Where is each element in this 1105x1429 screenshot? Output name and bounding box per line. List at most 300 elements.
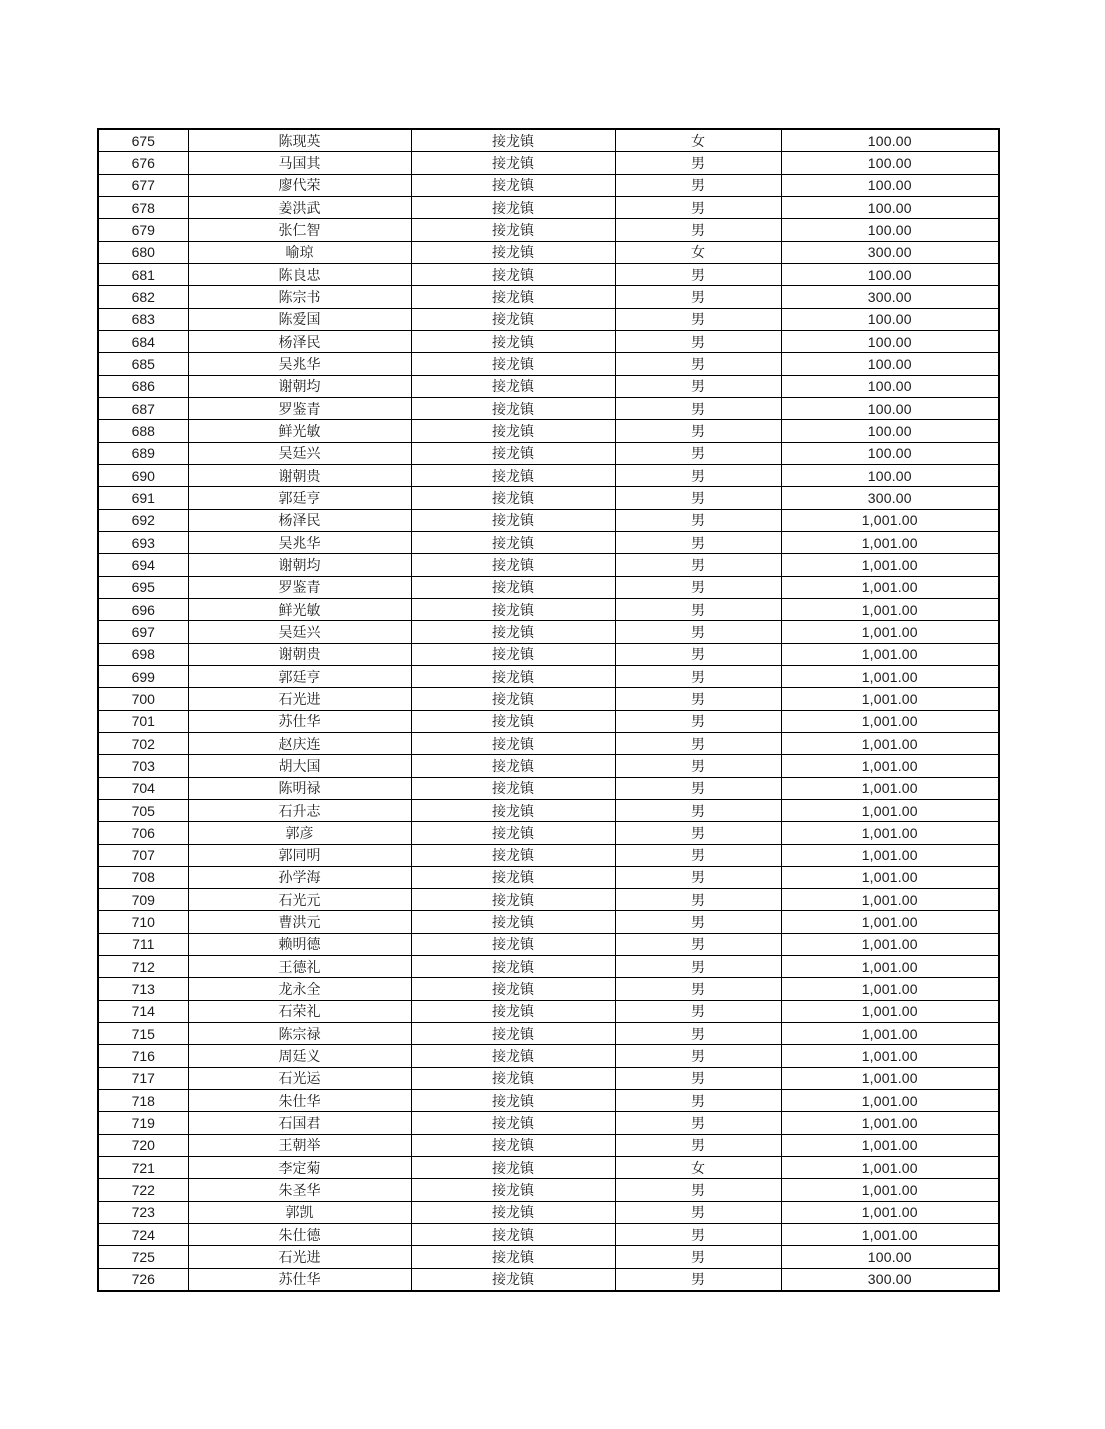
cell-town: 接龙镇 bbox=[411, 129, 615, 152]
cell-town: 接龙镇 bbox=[411, 442, 615, 464]
cell-gender: 男 bbox=[615, 554, 781, 576]
cell-town: 接龙镇 bbox=[411, 956, 615, 978]
table-row bbox=[98, 665, 999, 687]
table-row bbox=[98, 1268, 999, 1291]
table-row bbox=[98, 263, 999, 285]
cell-number: 681 bbox=[98, 263, 188, 285]
cell-amount: 1,001.00 bbox=[781, 1045, 999, 1067]
cell-name: 王德礼 bbox=[188, 956, 411, 978]
cell-name: 王朝举 bbox=[188, 1134, 411, 1156]
cell-amount: 1,001.00 bbox=[781, 866, 999, 888]
table-row bbox=[98, 330, 999, 352]
cell-name: 郭彦 bbox=[188, 822, 411, 844]
cell-amount: 1,001.00 bbox=[781, 822, 999, 844]
cell-number: 698 bbox=[98, 643, 188, 665]
cell-gender: 男 bbox=[615, 822, 781, 844]
cell-number: 697 bbox=[98, 621, 188, 643]
cell-town: 接龙镇 bbox=[411, 1000, 615, 1022]
table-row bbox=[98, 1045, 999, 1067]
cell-gender: 男 bbox=[615, 1179, 781, 1201]
cell-number: 721 bbox=[98, 1157, 188, 1179]
cell-name: 孙学海 bbox=[188, 866, 411, 888]
cell-number: 716 bbox=[98, 1045, 188, 1067]
cell-gender: 男 bbox=[615, 755, 781, 777]
cell-town: 接龙镇 bbox=[411, 755, 615, 777]
cell-gender: 男 bbox=[615, 442, 781, 464]
cell-name: 谢朝贵 bbox=[188, 464, 411, 486]
cell-town: 接龙镇 bbox=[411, 308, 615, 330]
cell-name: 朱仕华 bbox=[188, 1090, 411, 1112]
cell-gender: 男 bbox=[615, 643, 781, 665]
cell-name: 石光进 bbox=[188, 1246, 411, 1268]
cell-gender: 男 bbox=[615, 464, 781, 486]
cell-gender: 男 bbox=[615, 710, 781, 732]
table-row bbox=[98, 866, 999, 888]
cell-name: 苏仕华 bbox=[188, 710, 411, 732]
data-table bbox=[97, 128, 1000, 1292]
cell-town: 接龙镇 bbox=[411, 464, 615, 486]
cell-name: 陈宗书 bbox=[188, 286, 411, 308]
cell-amount: 1,001.00 bbox=[781, 933, 999, 955]
cell-gender: 男 bbox=[615, 286, 781, 308]
cell-name: 石荣礼 bbox=[188, 1000, 411, 1022]
cell-number: 688 bbox=[98, 420, 188, 442]
cell-amount: 100.00 bbox=[781, 442, 999, 464]
cell-amount: 1,001.00 bbox=[781, 1067, 999, 1089]
cell-amount: 100.00 bbox=[781, 330, 999, 352]
cell-town: 接龙镇 bbox=[411, 1023, 615, 1045]
cell-town: 接龙镇 bbox=[411, 174, 615, 196]
cell-name: 赵庆连 bbox=[188, 732, 411, 754]
cell-gender: 男 bbox=[615, 509, 781, 531]
cell-gender: 男 bbox=[615, 688, 781, 710]
cell-amount: 100.00 bbox=[781, 196, 999, 218]
cell-gender: 男 bbox=[615, 1268, 781, 1291]
cell-name: 苏仕华 bbox=[188, 1268, 411, 1291]
cell-amount: 100.00 bbox=[781, 263, 999, 285]
table-row bbox=[98, 1179, 999, 1201]
cell-number: 722 bbox=[98, 1179, 188, 1201]
cell-amount: 300.00 bbox=[781, 487, 999, 509]
cell-amount: 100.00 bbox=[781, 420, 999, 442]
cell-amount: 1,001.00 bbox=[781, 732, 999, 754]
cell-town: 接龙镇 bbox=[411, 152, 615, 174]
cell-number: 710 bbox=[98, 911, 188, 933]
cell-town: 接龙镇 bbox=[411, 799, 615, 821]
cell-town: 接龙镇 bbox=[411, 487, 615, 509]
cell-gender: 男 bbox=[615, 911, 781, 933]
cell-amount: 1,001.00 bbox=[781, 531, 999, 553]
table-row bbox=[98, 1134, 999, 1156]
cell-town: 接龙镇 bbox=[411, 732, 615, 754]
cell-amount: 100.00 bbox=[781, 219, 999, 241]
table-body bbox=[98, 129, 999, 1291]
cell-town: 接龙镇 bbox=[411, 1246, 615, 1268]
cell-name: 石升志 bbox=[188, 799, 411, 821]
cell-town: 接龙镇 bbox=[411, 241, 615, 263]
cell-name: 鲜光敏 bbox=[188, 598, 411, 620]
cell-number: 692 bbox=[98, 509, 188, 531]
cell-gender: 男 bbox=[615, 1000, 781, 1022]
cell-name: 张仁智 bbox=[188, 219, 411, 241]
cell-amount: 1,001.00 bbox=[781, 978, 999, 1000]
cell-number: 717 bbox=[98, 1067, 188, 1089]
cell-town: 接龙镇 bbox=[411, 598, 615, 620]
cell-amount: 1,001.00 bbox=[781, 1000, 999, 1022]
table-row bbox=[98, 219, 999, 241]
table-row bbox=[98, 1023, 999, 1045]
cell-name: 杨泽民 bbox=[188, 330, 411, 352]
cell-town: 接龙镇 bbox=[411, 1090, 615, 1112]
cell-name: 谢朝均 bbox=[188, 554, 411, 576]
cell-name: 曹洪元 bbox=[188, 911, 411, 933]
cell-number: 676 bbox=[98, 152, 188, 174]
table-row bbox=[98, 464, 999, 486]
cell-amount: 1,001.00 bbox=[781, 956, 999, 978]
cell-number: 686 bbox=[98, 375, 188, 397]
table-row bbox=[98, 1067, 999, 1089]
cell-town: 接龙镇 bbox=[411, 844, 615, 866]
cell-amount: 100.00 bbox=[781, 129, 999, 152]
table-row bbox=[98, 420, 999, 442]
cell-gender: 男 bbox=[615, 397, 781, 419]
cell-amount: 1,001.00 bbox=[781, 1224, 999, 1246]
cell-name: 陈爱国 bbox=[188, 308, 411, 330]
table-row bbox=[98, 956, 999, 978]
cell-town: 接龙镇 bbox=[411, 822, 615, 844]
cell-gender: 男 bbox=[615, 1067, 781, 1089]
cell-amount: 1,001.00 bbox=[781, 911, 999, 933]
cell-gender: 男 bbox=[615, 174, 781, 196]
cell-amount: 1,001.00 bbox=[781, 509, 999, 531]
cell-number: 712 bbox=[98, 956, 188, 978]
cell-number: 703 bbox=[98, 755, 188, 777]
cell-gender: 男 bbox=[615, 978, 781, 1000]
cell-amount: 1,001.00 bbox=[781, 665, 999, 687]
cell-gender: 男 bbox=[615, 330, 781, 352]
table-row bbox=[98, 889, 999, 911]
cell-amount: 1,001.00 bbox=[781, 710, 999, 732]
cell-gender: 男 bbox=[615, 353, 781, 375]
cell-number: 723 bbox=[98, 1201, 188, 1223]
cell-gender: 男 bbox=[615, 799, 781, 821]
cell-gender: 男 bbox=[615, 732, 781, 754]
table-row bbox=[98, 576, 999, 598]
cell-gender: 男 bbox=[615, 420, 781, 442]
table-row bbox=[98, 933, 999, 955]
cell-number: 690 bbox=[98, 464, 188, 486]
table-row bbox=[98, 196, 999, 218]
cell-town: 接龙镇 bbox=[411, 710, 615, 732]
cell-number: 701 bbox=[98, 710, 188, 732]
table-row bbox=[98, 397, 999, 419]
table-row bbox=[98, 621, 999, 643]
table-row bbox=[98, 152, 999, 174]
cell-gender: 男 bbox=[615, 531, 781, 553]
cell-number: 677 bbox=[98, 174, 188, 196]
cell-town: 接龙镇 bbox=[411, 665, 615, 687]
cell-number: 715 bbox=[98, 1023, 188, 1045]
cell-name: 郭凯 bbox=[188, 1201, 411, 1223]
table-row bbox=[98, 509, 999, 531]
cell-town: 接龙镇 bbox=[411, 1157, 615, 1179]
cell-gender: 男 bbox=[615, 956, 781, 978]
cell-number: 699 bbox=[98, 665, 188, 687]
table-row bbox=[98, 554, 999, 576]
cell-amount: 1,001.00 bbox=[781, 1201, 999, 1223]
cell-name: 谢朝贵 bbox=[188, 643, 411, 665]
cell-town: 接龙镇 bbox=[411, 1112, 615, 1134]
cell-town: 接龙镇 bbox=[411, 1134, 615, 1156]
cell-name: 吴廷兴 bbox=[188, 442, 411, 464]
cell-amount: 100.00 bbox=[781, 174, 999, 196]
cell-gender: 男 bbox=[615, 219, 781, 241]
table-row bbox=[98, 353, 999, 375]
cell-number: 693 bbox=[98, 531, 188, 553]
cell-gender: 男 bbox=[615, 665, 781, 687]
cell-gender: 女 bbox=[615, 241, 781, 263]
table-row bbox=[98, 241, 999, 263]
cell-town: 接龙镇 bbox=[411, 1179, 615, 1201]
cell-town: 接龙镇 bbox=[411, 196, 615, 218]
cell-gender: 男 bbox=[615, 375, 781, 397]
cell-amount: 100.00 bbox=[781, 353, 999, 375]
cell-number: 706 bbox=[98, 822, 188, 844]
cell-amount: 1,001.00 bbox=[781, 844, 999, 866]
cell-town: 接龙镇 bbox=[411, 777, 615, 799]
cell-amount: 1,001.00 bbox=[781, 777, 999, 799]
cell-name: 石国君 bbox=[188, 1112, 411, 1134]
cell-number: 709 bbox=[98, 889, 188, 911]
table-row bbox=[98, 777, 999, 799]
cell-gender: 男 bbox=[615, 1201, 781, 1223]
cell-town: 接龙镇 bbox=[411, 1067, 615, 1089]
cell-name: 石光运 bbox=[188, 1067, 411, 1089]
cell-town: 接龙镇 bbox=[411, 1268, 615, 1291]
cell-number: 713 bbox=[98, 978, 188, 1000]
cell-amount: 1,001.00 bbox=[781, 1023, 999, 1045]
cell-number: 689 bbox=[98, 442, 188, 464]
cell-number: 720 bbox=[98, 1134, 188, 1156]
cell-number: 694 bbox=[98, 554, 188, 576]
cell-town: 接龙镇 bbox=[411, 509, 615, 531]
cell-number: 719 bbox=[98, 1112, 188, 1134]
cell-gender: 男 bbox=[615, 1045, 781, 1067]
cell-amount: 300.00 bbox=[781, 286, 999, 308]
cell-name: 龙永全 bbox=[188, 978, 411, 1000]
cell-name: 马国其 bbox=[188, 152, 411, 174]
cell-name: 罗鉴青 bbox=[188, 576, 411, 598]
cell-gender: 男 bbox=[615, 933, 781, 955]
cell-town: 接龙镇 bbox=[411, 397, 615, 419]
cell-town: 接龙镇 bbox=[411, 576, 615, 598]
cell-name: 谢朝均 bbox=[188, 375, 411, 397]
cell-town: 接龙镇 bbox=[411, 889, 615, 911]
table-row bbox=[98, 598, 999, 620]
cell-name: 石光元 bbox=[188, 889, 411, 911]
cell-number: 708 bbox=[98, 866, 188, 888]
cell-amount: 1,001.00 bbox=[781, 1134, 999, 1156]
cell-town: 接龙镇 bbox=[411, 375, 615, 397]
cell-town: 接龙镇 bbox=[411, 554, 615, 576]
table-row bbox=[98, 844, 999, 866]
cell-number: 714 bbox=[98, 1000, 188, 1022]
cell-amount: 1,001.00 bbox=[781, 755, 999, 777]
table-row bbox=[98, 799, 999, 821]
cell-town: 接龙镇 bbox=[411, 353, 615, 375]
cell-number: 707 bbox=[98, 844, 188, 866]
cell-number: 726 bbox=[98, 1268, 188, 1291]
cell-amount: 1,001.00 bbox=[781, 688, 999, 710]
cell-name: 李定菊 bbox=[188, 1157, 411, 1179]
cell-name: 陈明禄 bbox=[188, 777, 411, 799]
cell-town: 接龙镇 bbox=[411, 286, 615, 308]
cell-number: 685 bbox=[98, 353, 188, 375]
cell-name: 郭同明 bbox=[188, 844, 411, 866]
cell-town: 接龙镇 bbox=[411, 933, 615, 955]
cell-number: 687 bbox=[98, 397, 188, 419]
cell-town: 接龙镇 bbox=[411, 330, 615, 352]
cell-town: 接龙镇 bbox=[411, 420, 615, 442]
cell-number: 711 bbox=[98, 933, 188, 955]
table-row bbox=[98, 1246, 999, 1268]
cell-number: 675 bbox=[98, 129, 188, 152]
cell-number: 696 bbox=[98, 598, 188, 620]
cell-town: 接龙镇 bbox=[411, 263, 615, 285]
cell-amount: 1,001.00 bbox=[781, 598, 999, 620]
table-row bbox=[98, 643, 999, 665]
cell-number: 695 bbox=[98, 576, 188, 598]
cell-town: 接龙镇 bbox=[411, 219, 615, 241]
cell-name: 赖明德 bbox=[188, 933, 411, 955]
cell-name: 鲜光敏 bbox=[188, 420, 411, 442]
cell-amount: 100.00 bbox=[781, 308, 999, 330]
table-row bbox=[98, 688, 999, 710]
cell-town: 接龙镇 bbox=[411, 1201, 615, 1223]
cell-amount: 1,001.00 bbox=[781, 621, 999, 643]
cell-gender: 男 bbox=[615, 152, 781, 174]
cell-town: 接龙镇 bbox=[411, 1224, 615, 1246]
cell-number: 718 bbox=[98, 1090, 188, 1112]
table-row bbox=[98, 1112, 999, 1134]
table-row bbox=[98, 129, 999, 152]
table-row bbox=[98, 308, 999, 330]
cell-gender: 男 bbox=[615, 844, 781, 866]
cell-gender: 男 bbox=[615, 598, 781, 620]
cell-amount: 1,001.00 bbox=[781, 799, 999, 821]
cell-number: 678 bbox=[98, 196, 188, 218]
cell-number: 680 bbox=[98, 241, 188, 263]
cell-name: 吴兆华 bbox=[188, 353, 411, 375]
cell-number: 724 bbox=[98, 1224, 188, 1246]
cell-name: 陈宗禄 bbox=[188, 1023, 411, 1045]
cell-name: 郭廷亨 bbox=[188, 487, 411, 509]
cell-gender: 男 bbox=[615, 889, 781, 911]
cell-amount: 100.00 bbox=[781, 152, 999, 174]
table-row bbox=[98, 732, 999, 754]
cell-amount: 1,001.00 bbox=[781, 1157, 999, 1179]
cell-amount: 300.00 bbox=[781, 241, 999, 263]
cell-town: 接龙镇 bbox=[411, 866, 615, 888]
cell-gender: 男 bbox=[615, 1134, 781, 1156]
cell-amount: 100.00 bbox=[781, 375, 999, 397]
table-row bbox=[98, 487, 999, 509]
cell-gender: 男 bbox=[615, 308, 781, 330]
cell-amount: 1,001.00 bbox=[781, 554, 999, 576]
cell-number: 679 bbox=[98, 219, 188, 241]
cell-town: 接龙镇 bbox=[411, 911, 615, 933]
cell-name: 陈良忠 bbox=[188, 263, 411, 285]
table-row bbox=[98, 710, 999, 732]
cell-gender: 男 bbox=[615, 1112, 781, 1134]
cell-number: 683 bbox=[98, 308, 188, 330]
cell-number: 704 bbox=[98, 777, 188, 799]
cell-name: 廖代荣 bbox=[188, 174, 411, 196]
table-row bbox=[98, 822, 999, 844]
table-row bbox=[98, 442, 999, 464]
cell-gender: 男 bbox=[615, 1224, 781, 1246]
table-row bbox=[98, 1000, 999, 1022]
cell-gender: 男 bbox=[615, 621, 781, 643]
cell-amount: 100.00 bbox=[781, 1246, 999, 1268]
cell-name: 周廷义 bbox=[188, 1045, 411, 1067]
cell-gender: 男 bbox=[615, 196, 781, 218]
cell-gender: 男 bbox=[615, 263, 781, 285]
cell-amount: 1,001.00 bbox=[781, 1112, 999, 1134]
cell-town: 接龙镇 bbox=[411, 621, 615, 643]
cell-gender: 女 bbox=[615, 129, 781, 152]
table-row bbox=[98, 911, 999, 933]
cell-name: 罗鉴青 bbox=[188, 397, 411, 419]
cell-name: 吴兆华 bbox=[188, 531, 411, 553]
cell-amount: 1,001.00 bbox=[781, 576, 999, 598]
cell-name: 喻琼 bbox=[188, 241, 411, 263]
cell-number: 684 bbox=[98, 330, 188, 352]
cell-name: 杨泽民 bbox=[188, 509, 411, 531]
table-row bbox=[98, 174, 999, 196]
cell-gender: 女 bbox=[615, 1157, 781, 1179]
cell-number: 691 bbox=[98, 487, 188, 509]
table-row bbox=[98, 286, 999, 308]
cell-town: 接龙镇 bbox=[411, 978, 615, 1000]
cell-amount: 1,001.00 bbox=[781, 643, 999, 665]
cell-gender: 男 bbox=[615, 1246, 781, 1268]
cell-amount: 1,001.00 bbox=[781, 1090, 999, 1112]
table-row bbox=[98, 1157, 999, 1179]
cell-name: 胡大国 bbox=[188, 755, 411, 777]
cell-amount: 100.00 bbox=[781, 397, 999, 419]
cell-gender: 男 bbox=[615, 576, 781, 598]
table-row bbox=[98, 375, 999, 397]
cell-gender: 男 bbox=[615, 487, 781, 509]
cell-name: 朱仕德 bbox=[188, 1224, 411, 1246]
cell-gender: 男 bbox=[615, 1023, 781, 1045]
table-row bbox=[98, 1201, 999, 1223]
table-row bbox=[98, 1224, 999, 1246]
cell-name: 吴廷兴 bbox=[188, 621, 411, 643]
cell-town: 接龙镇 bbox=[411, 531, 615, 553]
cell-gender: 男 bbox=[615, 777, 781, 799]
cell-amount: 1,001.00 bbox=[781, 889, 999, 911]
cell-number: 682 bbox=[98, 286, 188, 308]
cell-number: 725 bbox=[98, 1246, 188, 1268]
cell-name: 郭廷亨 bbox=[188, 665, 411, 687]
cell-name: 陈现英 bbox=[188, 129, 411, 152]
table-row bbox=[98, 531, 999, 553]
cell-number: 700 bbox=[98, 688, 188, 710]
cell-gender: 男 bbox=[615, 866, 781, 888]
table-row bbox=[98, 755, 999, 777]
